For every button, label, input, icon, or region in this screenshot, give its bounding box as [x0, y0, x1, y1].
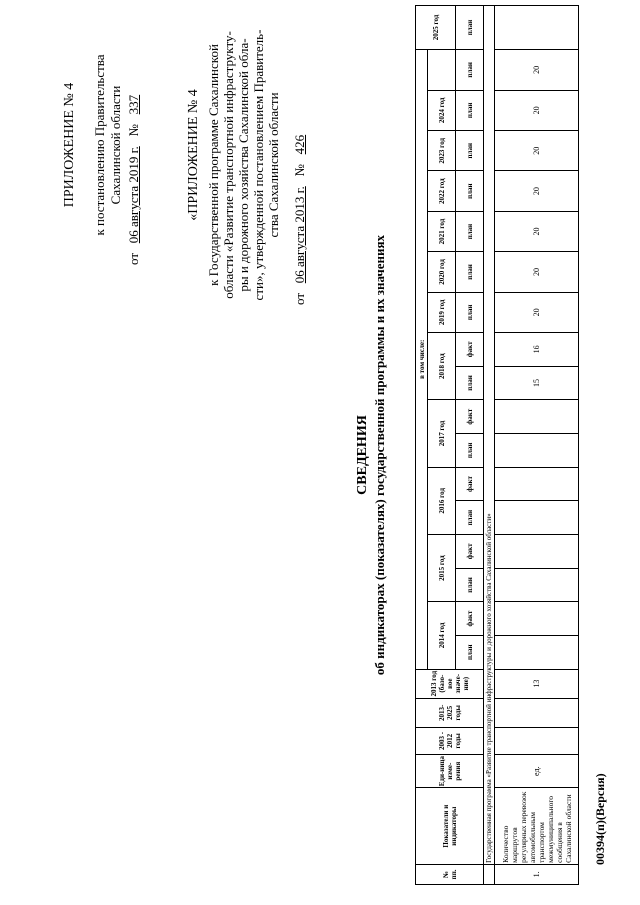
appendix-old-date-line [292, 25, 307, 305]
num-label: № [292, 164, 307, 177]
header-plan: план [456, 292, 484, 332]
appendix-old-line3: ры и дорожного хозяйства Сахалинской обла- [236, 38, 251, 292]
header-num: № пп. [416, 864, 484, 884]
header-year: 2018 год [428, 333, 456, 400]
row-name: Количество маршрутов регулярных перевозок автомобильным транспортом межмуниципального сообщения в Сахалинской области [495, 788, 579, 864]
appendix-old-line5: ства Сахалинской области [266, 92, 281, 238]
program-row-spacer [484, 864, 495, 884]
cell-empty [495, 433, 579, 467]
header-2003: 2003 - 2012 годы [416, 727, 484, 754]
header-plan: план [456, 433, 484, 467]
cell-empty [495, 635, 579, 669]
header-plan: план [456, 6, 484, 50]
header-fact: факт [456, 467, 484, 501]
header-unit: Еди-ница изме-рения [416, 754, 484, 788]
cell-empty [495, 534, 579, 568]
row-plan-2018: 15 [495, 366, 579, 400]
row-value: 20 [495, 211, 579, 251]
header-plan: план [456, 366, 484, 400]
header-year: 2015 год [428, 534, 456, 601]
appendix-old-number: 426 [292, 134, 307, 155]
appendix-number: 337 [126, 94, 141, 115]
appendix-old-line4: сти», утвержденной постановлением Правитель- [251, 29, 266, 301]
row-base-2013: 13 [495, 669, 579, 698]
appendix-title: ПРИЛОЖЕНИЕ № 4 [62, 82, 77, 208]
cell-empty [495, 727, 579, 754]
cell-empty [495, 698, 579, 727]
header-plan: план [456, 252, 484, 292]
header-plan: план [456, 50, 484, 91]
heading-subtitle: об индикаторах (показателях) государственной программы и их значениях [372, 234, 387, 676]
appendix-old-line1: к Государственной программе Сахалинской [206, 44, 221, 286]
header-2025: 2025 год [416, 6, 456, 50]
footer-version: 00394(п)(Версия) [593, 773, 607, 865]
header-plan: план [456, 211, 484, 251]
header-plan: план [456, 131, 484, 171]
appendix-old-title: «ПРИЛОЖЕНИЕ № 4 [186, 89, 201, 221]
appendix-old-date: 06 августа 2013 г. [292, 186, 307, 284]
row-value: 20 [495, 90, 579, 130]
cell-empty [495, 568, 579, 602]
appendix-old-line2: области «Развитие транспортной инфраструкту- [221, 31, 236, 299]
header-year: 2019 год [428, 292, 456, 332]
cell-empty [495, 602, 579, 636]
row-value: 20 [495, 171, 579, 211]
row-value: 20 [495, 252, 579, 292]
header-fact: факт [456, 400, 484, 434]
header-plan: план [456, 568, 484, 602]
header-year: 2016 год [428, 467, 456, 534]
header-2013: 2013 год (базо-вое значе-ние) [416, 669, 484, 698]
row-value: 20 [495, 292, 579, 332]
header-in-total: в том числе: [416, 50, 428, 670]
row-num: 1. [495, 864, 579, 884]
appendix-line1: к постановлению Правительства [92, 54, 107, 236]
header-2013-2025: 2013- 2025 годы [416, 698, 484, 727]
cell-empty [495, 6, 579, 50]
appendix-date: 06 августа 2019 г. [126, 146, 141, 244]
header-year: 2014 год [428, 602, 456, 669]
header-plan: план [456, 171, 484, 211]
header-indicators: Показатели и индикаторы [416, 788, 484, 864]
row-value: 20 [495, 50, 579, 91]
cell-empty [495, 467, 579, 501]
row-fact-2018: 16 [495, 333, 579, 367]
row-value: 20 [495, 131, 579, 171]
from-label: от [292, 292, 307, 305]
program-row: Государственная программа «Развитие транспортной инфраструктуры и дорожного хозяйства Сахалинской области» [484, 6, 495, 865]
header-year: 2021 год [428, 211, 456, 251]
from-label: от [126, 252, 141, 265]
header-year: 2023 год [428, 131, 456, 171]
header-fact: факт [456, 534, 484, 568]
cell-empty [495, 501, 579, 535]
indicators-table [415, 5, 579, 885]
header-year: 2024 год [428, 90, 456, 130]
header-year: 2017 год [428, 400, 456, 467]
cell-empty [495, 400, 579, 434]
appendix-date-line [126, 25, 141, 265]
row-unit: ед. [495, 754, 579, 788]
heading-title: СВЕДЕНИЯ [355, 415, 370, 495]
header-plan: план [456, 90, 484, 130]
header-year: 2020 год [428, 252, 456, 292]
header-fact: факт [456, 333, 484, 367]
appendix-line2: Сахалинской области [108, 85, 123, 205]
header-plan: план [456, 635, 484, 669]
num-label: № [126, 124, 141, 137]
header-year: 2022 год [428, 171, 456, 211]
header-fact: факт [456, 602, 484, 636]
header-plan: план [456, 501, 484, 535]
